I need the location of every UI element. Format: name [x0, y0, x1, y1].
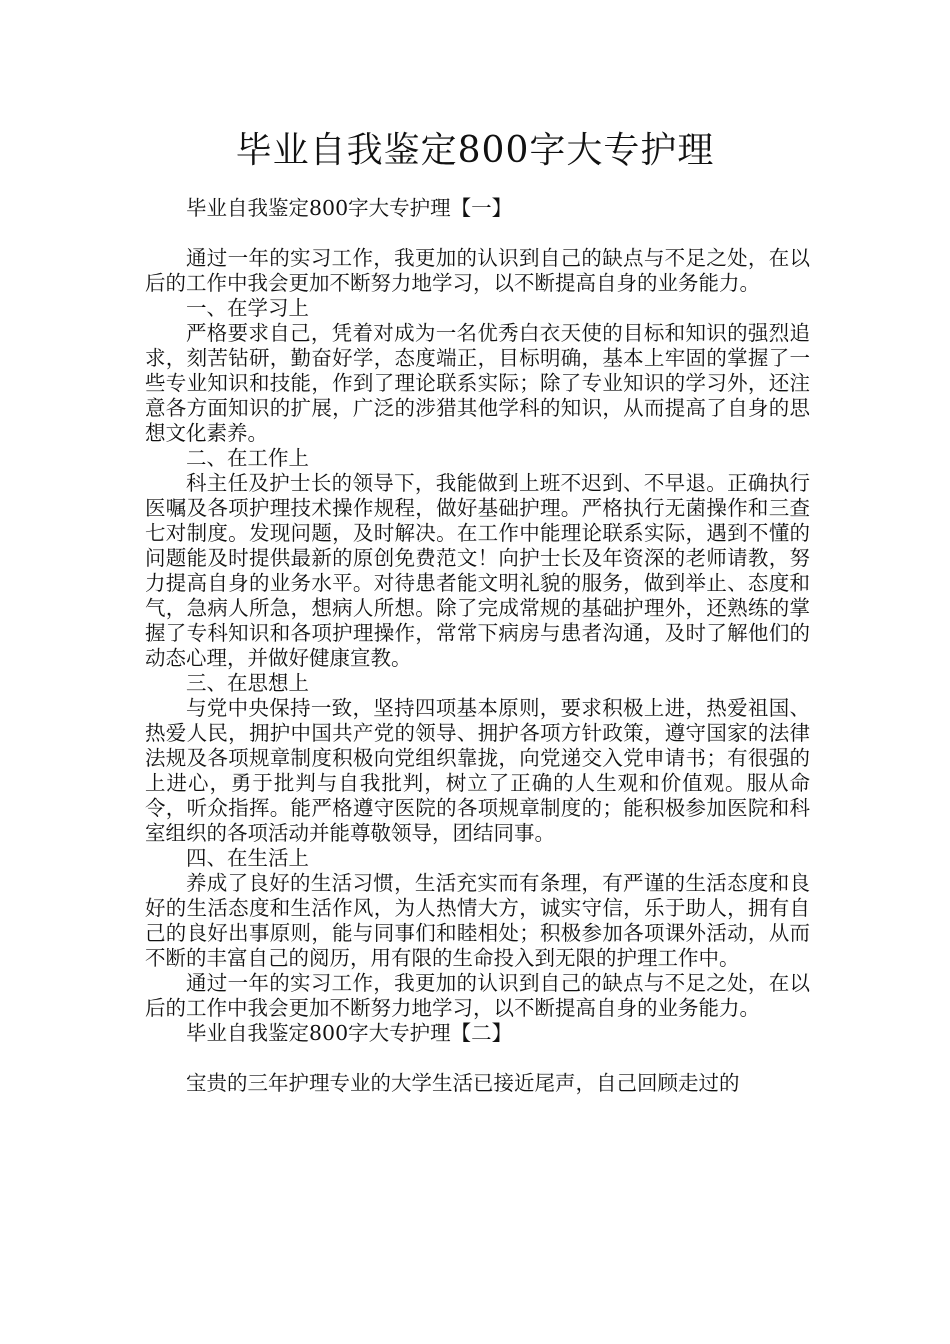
thought-heading: 三、在思想上: [186, 671, 309, 695]
section-1-heading: 毕业自我鉴定800字大专护理【一】: [186, 196, 513, 220]
work-paragraph: 科主任及护士长的领导下，我能做到上班不迟到、不早退。正确执行医嘱及各项护理技术操作规程，做好基础护理。严格执行无菌操作和三查七对制度。发现问题，及时解决。在工作中能理论联系实际，遇到不懂的问题能及时提供最新的原创免费范文！向护士长及年资深的老师请教，努力提高自身的业务水平。对待患者能文明礼貌的服务，做到举止、态度和气，急病人所急，想病人所想。除了完成常规的基础护理外，还熟练的掌握了专科知识和各项护理操作，常常下病房与患者沟通，及时了解他们的动态心理，并做好健康宣教。: [145, 471, 810, 670]
life-heading: 四、在生活上: [186, 846, 309, 870]
section-2-heading: 毕业自我鉴定800字大专护理【二】: [186, 1021, 513, 1045]
study-heading: 一、在学习上: [186, 296, 309, 320]
closing-paragraph: 通过一年的实习工作，我更加的认识到自己的缺点与不足之处，在以后的工作中我会更加不断努力地学习，以不断提高自身的业务能力。: [145, 971, 810, 1020]
document-body: [145, 196, 810, 1096]
life-paragraph: 养成了良好的生活习惯，生活充实而有条理，有严谨的生活态度和良好的生活态度和生活作风，为人热情大方，诚实守信，乐于助人，拥有自己的良好出事原则，能与同事们和睦相处；积极参加各项课外活动，从而不断的丰富自己的阅历，用有限的生命投入到无限的护理工作中。: [145, 871, 810, 970]
thought-paragraph: 与党中央保持一致，坚持四项基本原则，要求积极上进，热爱祖国、热爱人民，拥护中国共产党的领导、拥护各项方针政策，遵守国家的法律法规及各项规章制度积极向党组织靠拢，向党递交入党申请书；有很强的上进心，勇于批判与自我批判，树立了正确的人生观和价值观。服从命令，听众指挥。能严格遵守医院的各项规章制度的；能积极参加医院和科室组织的各项活动并能尊敬领导，团结同事。: [145, 696, 810, 845]
intro-paragraph: 通过一年的实习工作，我更加的认识到自己的缺点与不足之处，在以后的工作中我会更加不断努力地学习，以不断提高自身的业务能力。: [145, 246, 810, 295]
study-paragraph: 严格要求自己，凭着对成为一名优秀白衣天使的目标和知识的强烈追求，刻苦钻研，勤奋好学，态度端正，目标明确，基本上牢固的掌握了一些专业知识和技能，作到了理论联系实际；除了专业知识的学习外，还注意各方面知识的扩展，广泛的涉猎其他学科的知识，从而提高了自身的思想文化素养。: [145, 321, 810, 445]
spacer: [145, 221, 810, 246]
document-title: 毕业自我鉴定800字大专护理: [235, 130, 715, 171]
spacer: [145, 1046, 810, 1071]
work-heading: 二、在工作上: [186, 446, 309, 470]
section-2-paragraph: 宝贵的三年护理专业的大学生活已接近尾声，自己回顾走过的: [186, 1071, 740, 1095]
